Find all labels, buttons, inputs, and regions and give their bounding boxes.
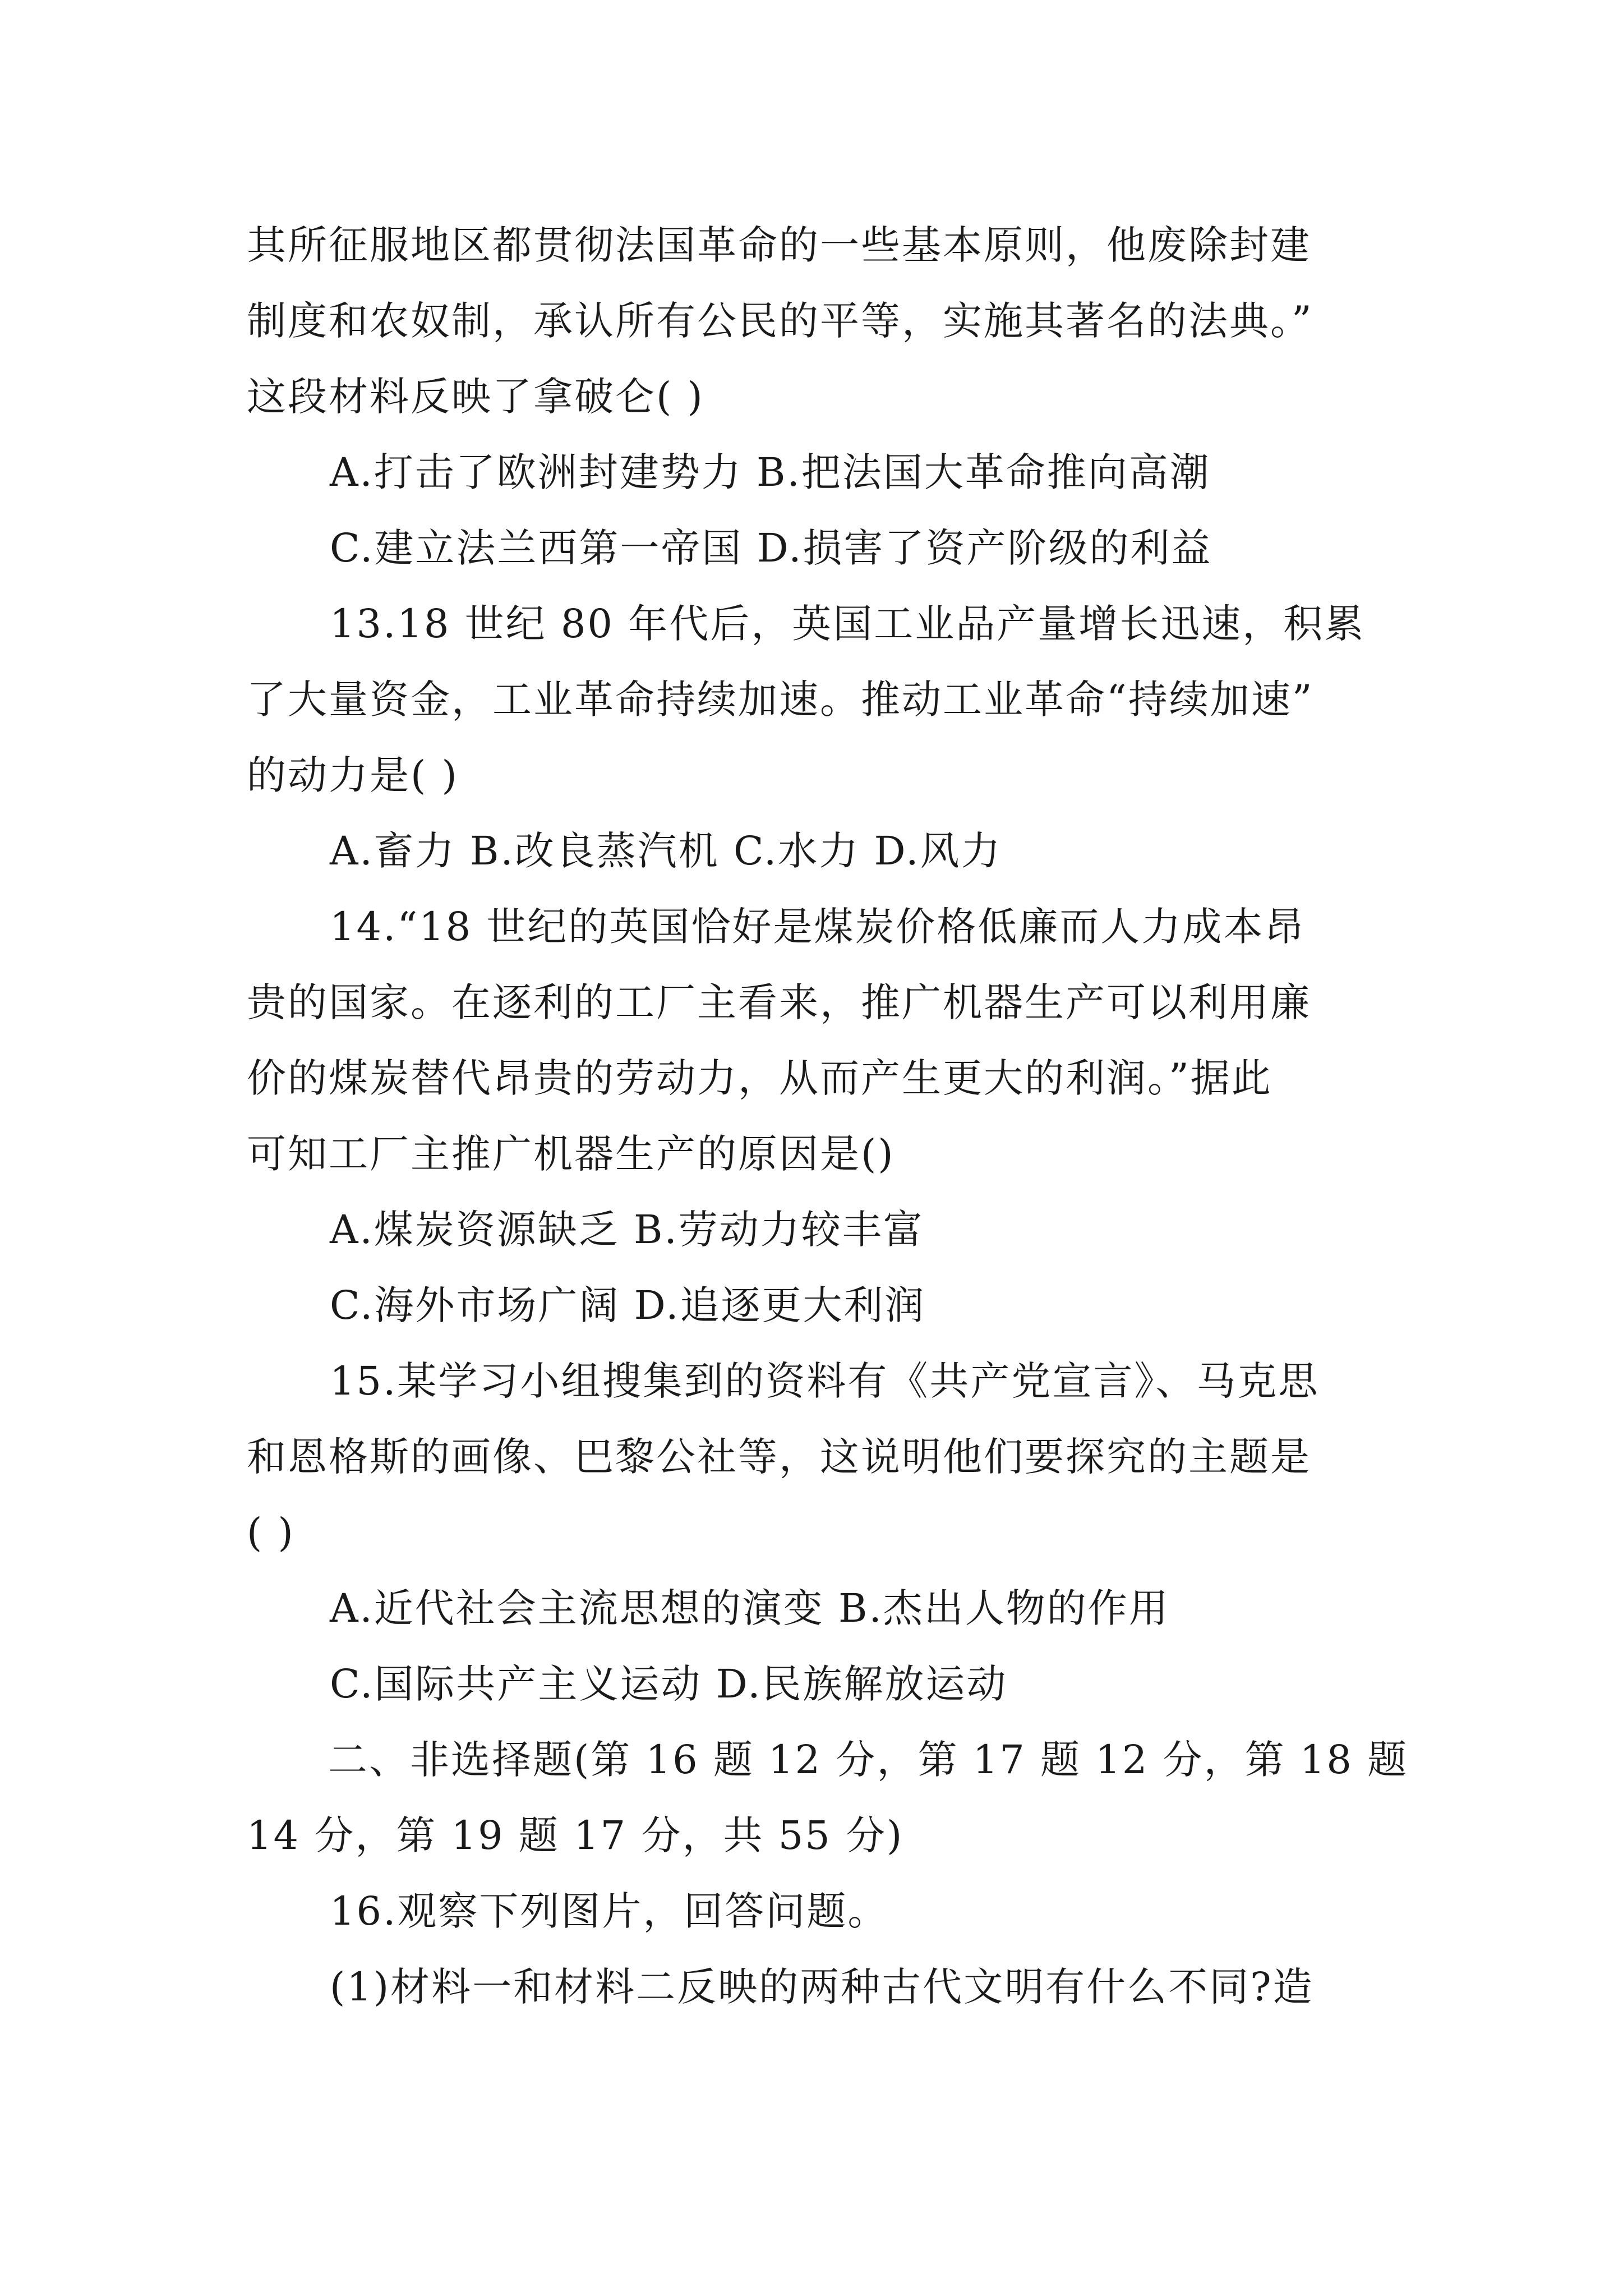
- q14-stem-line-4: 可知工厂主推广机器生产的原因是(): [247, 1131, 895, 1177]
- q12-options-cd: C.建立法兰西第一帝国 D.损害了资产阶级的利益: [330, 525, 1212, 571]
- text-line-1: 其所征服地区都贯彻法国革命的一些基本原则，他废除封建: [247, 222, 1311, 268]
- q14-stem-line-2: 贵的国家。在逐利的工厂主看来，推广机器生产可以利用廉: [247, 979, 1311, 1025]
- q16-subquestion-1: (1)材料一和材料二反映的两种古代文明有什么不同?造: [330, 1964, 1314, 2010]
- q15-options-cd: C.国际共产主义运动 D.民族解放运动: [330, 1661, 1008, 1707]
- q14-options-cd: C.海外市场广阔 D.追逐更大利润: [330, 1282, 926, 1328]
- q14-stem-line-1: 14.“18 世纪的英国恰好是煤炭价格低廉而人力成本昂: [330, 904, 1306, 950]
- q15-options-ab: A.近代社会主流思想的演变 B.杰出人物的作用: [330, 1585, 1170, 1631]
- q15-stem-line-3: ( ): [247, 1510, 295, 1556]
- q14-options-ab: A.煤炭资源缺乏 B.劳动力较丰富: [330, 1207, 924, 1253]
- q16-stem: 16.观察下列图片，回答问题。: [330, 1888, 889, 1934]
- section-two-heading-line-1: 二、非选择题(第 16 题 12 分，第 17 题 12 分，第 18 题: [328, 1737, 1409, 1783]
- text-line-2: 制度和农奴制，承认所有公民的平等，实施其著名的法典。”: [247, 298, 1313, 344]
- document-body: [247, 208, 1409, 2025]
- q12-options-ab: A.打击了欧洲封建势力 B.把法国大革命推向高潮: [330, 449, 1211, 495]
- q13-options: A.畜力 B.改良蒸汽机 C.水力 D.风力: [330, 828, 1002, 874]
- q15-stem-line-1: 15.某学习小组搜集到的资料有《共产党宣言》、马克思: [330, 1358, 1320, 1404]
- q13-stem-line-2: 了大量资金，工业革命持续加速。推动工业革命“持续加速”: [247, 677, 1314, 723]
- q13-stem-line-1: 13.18 世纪 80 年代后，英国工业品产量增长迅速，积累: [330, 601, 1366, 647]
- q13-stem-line-3: 的动力是( ): [247, 752, 459, 798]
- text-line-3: 这段材料反映了拿破仑( ): [247, 374, 704, 420]
- q14-stem-line-3: 价的煤炭替代昂贵的劳动力，从而产生更大的利润。”据此: [247, 1055, 1272, 1101]
- q15-stem-line-2: 和恩格斯的画像、巴黎公社等，这说明他们要探究的主题是: [247, 1434, 1311, 1480]
- section-two-heading-line-2: 14 分，第 19 题 17 分，共 55 分): [247, 1812, 904, 1858]
